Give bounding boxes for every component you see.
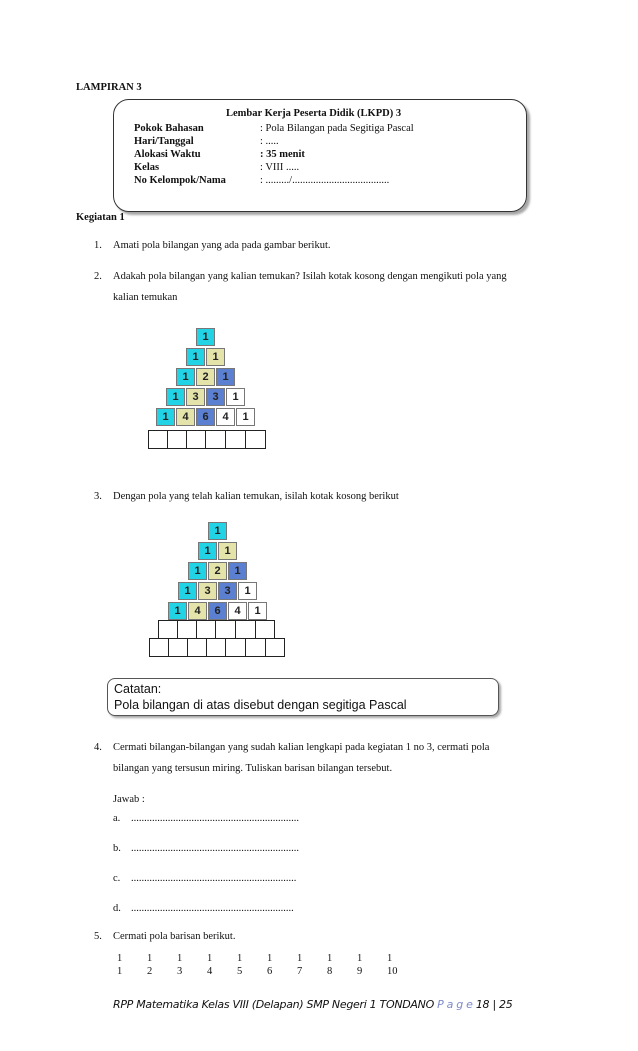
lkpd-label-nama: No Kelompok/Nama [134,175,226,186]
pascal-cell: 1 [178,582,197,600]
pascal-cell: 6 [196,408,215,426]
catatan-text: Pola bilangan di atas disebut dengan segitiga Pascal [114,698,407,712]
empty-answer-box[interactable] [177,620,197,639]
sequence-value: 1 [117,966,123,977]
lkpd-label-alokasi: Alokasi Waktu [134,149,201,160]
lkpd-info-box [113,99,527,212]
empty-answer-box[interactable] [215,620,236,639]
sequence-value: 3 [177,966,183,977]
sequence-value: 8 [327,966,333,977]
sequence-value: 5 [237,966,243,977]
item-3-number: 3. [94,491,102,502]
pascal-cell: 3 [186,388,205,406]
sequence-value: 1 [387,953,393,964]
pascal-cell: 1 [208,522,227,540]
catatan-note-box [107,678,499,716]
jawab-line-b[interactable]: ................................................................ [131,843,299,854]
jawab-letter-c: c. [113,873,121,884]
empty-answer-box[interactable] [245,430,266,449]
jawab-line-c[interactable]: ............................................................... [131,873,297,884]
pascal-cell: 1 [226,388,245,406]
sequence-value: 1 [297,953,303,964]
pascal-cell: 1 [168,602,187,620]
pascal-cell: 4 [188,602,207,620]
sequence-value: 2 [147,966,153,977]
item-2-line2: kalian temukan [113,292,178,303]
pascal-cell: 3 [218,582,237,600]
catatan-title: Catatan: [114,682,162,696]
pascal-cell: 1 [156,408,175,426]
empty-answer-box[interactable] [148,430,168,449]
page-footer [113,998,512,1011]
footer-text: RPP Matematika Kelas VIII (Delapan) SMP Negeri 1 TONDANO [113,998,434,1011]
lkpd-label-kelas: Kelas [134,162,160,173]
pascal-cell: 1 [228,562,247,580]
sequence-value: 6 [267,966,273,977]
pascal-cell: 3 [206,388,225,406]
pascal-cell: 1 [196,328,215,346]
sequence-value: 1 [207,953,213,964]
jawab-line-a[interactable]: ................................................................ [131,813,299,824]
item-3-text: Dengan pola yang telah kalian temukan, isilah kotak kosong berikut [113,491,399,502]
sequence-value: 1 [147,953,153,964]
sequence-value: 1 [357,953,363,964]
lkpd-label-pokok: Pokok Bahasan [134,123,204,134]
sequence-value: 1 [267,953,273,964]
pascal-cell: 1 [188,562,207,580]
lkpd-value-kelas: : VIII ..... [260,162,300,173]
empty-answer-box[interactable] [167,430,187,449]
item-4-number: 4. [94,742,102,753]
empty-answer-box[interactable] [149,638,169,657]
jawab-line-d[interactable]: .............................................................. [131,903,294,914]
pascal-cell: 2 [208,562,227,580]
pascal-cell: 6 [208,602,227,620]
pascal-cell: 1 [218,542,237,560]
jawab-letter-a: a. [113,813,121,824]
pascal-cell: 4 [176,408,195,426]
empty-answer-box[interactable] [235,620,256,639]
sequence-value: 1 [117,953,123,964]
item-1-number: 1. [94,240,102,251]
pascal-cell: 1 [206,348,225,366]
empty-answer-box[interactable] [255,620,275,639]
jawab-letter-b: b. [113,843,121,854]
item-2-number: 2. [94,271,102,282]
kegiatan-heading: Kegiatan 1 [76,212,125,223]
pascal-cell: 1 [236,408,255,426]
item-5-number: 5. [94,931,102,942]
lkpd-value-alokasi: : 35 menit [260,149,305,160]
sequence-row-2 [117,966,417,977]
lkpd-value-nama: : ........./..................................... [260,175,390,186]
empty-answer-box[interactable] [168,638,188,657]
lkpd-value-pokok: : Pola Bilangan pada Segitiga Pascal [260,123,414,134]
jawab-label: Jawab : [113,794,145,805]
item-4-line2: bilangan yang tersusun miring. Tuliskan barisan bilangan tersebut. [113,763,393,774]
empty-answer-box[interactable] [205,430,226,449]
jawab-letter-d: d. [113,903,121,914]
sequence-value: 4 [207,966,213,977]
empty-answer-box[interactable] [206,638,226,657]
lkpd-label-hari: Hari/Tanggal [134,136,194,147]
pascal-cell: 1 [216,368,235,386]
pascal-cell: 4 [228,602,247,620]
pascal-cell: 3 [198,582,217,600]
empty-answer-box[interactable] [265,638,285,657]
footer-page-word: P a g e [437,998,473,1011]
page-heading: LAMPIRAN 3 [76,82,142,93]
pascal-cell: 1 [238,582,257,600]
empty-answer-box[interactable] [158,620,178,639]
footer-page-number: 18 | 25 [475,998,513,1011]
empty-answer-box[interactable] [187,638,207,657]
empty-answer-box[interactable] [225,638,246,657]
item-1-text: Amati pola bilangan yang ada pada gambar berikut. [113,240,331,251]
sequence-value: 10 [387,966,398,977]
sequence-value: 1 [177,953,183,964]
lkpd-value-hari: : ..... [260,136,279,147]
lkpd-title: Lembar Kerja Peserta Didik (LKPD) 3 [226,108,402,119]
empty-answer-box[interactable] [245,638,266,657]
pascal-cell: 1 [166,388,185,406]
sequence-value: 7 [297,966,303,977]
empty-answer-box[interactable] [225,430,246,449]
empty-answer-box[interactable] [186,430,206,449]
empty-answer-box[interactable] [196,620,216,639]
sequence-value: 9 [357,966,363,977]
pascal-cell: 1 [176,368,195,386]
sequence-value: 1 [237,953,243,964]
pascal-cell: 1 [198,542,217,560]
pascal-cell: 1 [248,602,267,620]
sequence-row-1 [117,953,417,964]
pascal-cell: 2 [196,368,215,386]
item-5-text: Cermati pola barisan berikut. [113,931,236,942]
item-4-line1: Cermati bilangan-bilangan yang sudah kalian lengkapi pada kegiatan 1 no 3, cermati pola [113,742,490,753]
item-2-line1: Adakah pola bilangan yang kalian temukan? Isilah kotak kosong dengan mengikuti pola yang [113,271,507,282]
sequence-value: 1 [327,953,333,964]
pascal-cell: 4 [216,408,235,426]
pascal-cell: 1 [186,348,205,366]
